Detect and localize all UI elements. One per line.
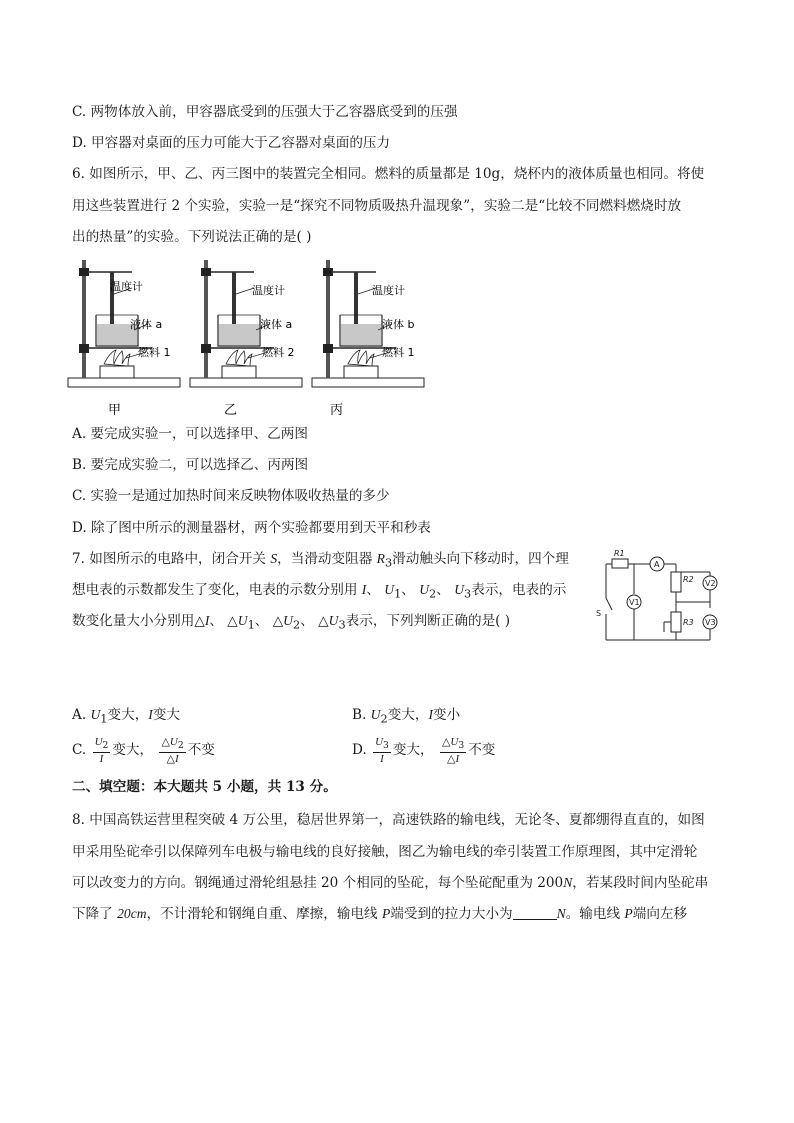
label-r1: R1	[614, 549, 625, 558]
q7-stem-line2: 想电表的示数都发生了变化，电表的示数分别用 I、 $U_1$、 $U_2$、 $U_3$表示，电表的示	[72, 582, 567, 601]
figure-bing	[312, 260, 424, 418]
label-ammeter: A	[654, 560, 660, 569]
label-r2: R2	[683, 575, 694, 584]
q8-stem-line2: 甲采用坠砣牵引以保障列车电极与输电线的良好接触，图乙为输电线的牵引装置工作原理图，其中定滑轮	[72, 844, 698, 860]
label-fuel: 燃料 1	[138, 346, 171, 359]
label-v3: V3	[705, 618, 716, 627]
q6-stem-line2: 用这些装置进行 2 个实验，实验一是“探究不同物质吸热升温现象”，实验二是“比较不同燃料燃烧时放	[72, 198, 682, 214]
q8-stem-line1: 8. 中国高铁运营里程突破 4 万公里，稳居世界第一，高速铁路的输电线，无论冬、夏都绷得直直的，如图	[72, 812, 705, 828]
figure-yi	[190, 260, 302, 418]
figure-caption: 乙	[224, 403, 238, 418]
q6-option-c: C. 实验一是通过加热时间来反映物体吸收热量的多少	[72, 488, 390, 504]
label-fuel: 燃料 1	[382, 346, 415, 359]
fraction-u2-over-i: $\frac{U_2}{I}$	[94, 736, 109, 766]
q7-option-b: B. $U_2$变大，I变小	[352, 707, 461, 726]
label-fuel: 燃料 2	[262, 346, 295, 359]
q6-option-d: D. 除了图中所示的测量器材，两个实验都要用到天平和秒表	[72, 520, 431, 536]
label-v1: V1	[629, 598, 640, 607]
fraction-du2-over-di: $\frac{\triangle U_2}{\triangle I}$	[161, 735, 184, 766]
q6-option-b: B. 要完成实验二，可以选择乙、丙两图	[72, 457, 309, 473]
label-v2: V2	[705, 579, 716, 588]
fraction-du3-over-di: $\frac{\triangle U_3}{\triangle I}$	[441, 735, 465, 766]
figure-jia	[68, 260, 180, 418]
q6-option-a: A. 要完成实验一，可以选择甲、乙两图	[72, 426, 308, 442]
q7-stem-line3: 数变化量大小分别用△I、 $\triangle U_1$、 $\triangle U_2$、 $\triangle U_3$表示，下列判断正确的是( )	[72, 613, 511, 632]
fraction-u3-over-i: $\frac{U_3}{I}$	[375, 736, 389, 766]
label-switch: S	[596, 609, 602, 618]
label-thermometer: 温度计	[372, 284, 405, 297]
figure-caption: 丙	[330, 403, 344, 418]
label-thermometer: 温度计	[252, 284, 285, 297]
answer-blank[interactable]	[513, 905, 557, 920]
label-r3: R3	[683, 618, 694, 627]
figure-caption: 甲	[108, 403, 122, 418]
q8-stem-line4: 下降了 20cm，不计滑轮和钢绳自重、摩擦，输电线 P端受到的拉力大小为 N。输电线 P端向左移	[72, 906, 688, 922]
q5-option-c: C. 两物体放入前，甲容器底受到的压强大于乙容器底受到的压强	[72, 104, 458, 120]
section-heading-fill-in: 二、填空题：本大题共 5 小题，共 13 分。	[72, 779, 337, 795]
q6-apparatus-figure	[66, 252, 446, 422]
label-liquid: 液体 a	[130, 318, 163, 331]
q8-stem-line3: 可以改变力的方向。钢绳通过滑轮组悬挂 20 个相同的坠砣，每个坠砣配重为 200N，若某段时间内坠砣串	[72, 875, 709, 891]
q7-option-a: A. $U_1$变大，I变大	[72, 707, 181, 726]
q7-circuit-diagram	[594, 548, 724, 648]
label-liquid: 液体 a	[260, 318, 293, 331]
q5-option-d: D. 甲容器对桌面的压力可能大于乙容器对桌面的压力	[72, 135, 391, 151]
label-liquid: 液体 b	[382, 318, 415, 331]
q7-option-c: C. $\frac{U_2}{I}$ 变大， $\frac{\triangle U_2}{\triangle I}$ 不变	[72, 735, 215, 766]
q6-stem-line1: 6. 如图所示，甲、乙、丙三图中的装置完全相同。燃料的质量都是 10g，烧杯内的液体质量也相同。将使	[72, 166, 705, 182]
q7-stem-line1: 7. 如图所示的电路中，闭合开关 S，当滑动变阻器 $R_3$滑动触头向下移动时，四个理	[72, 551, 569, 570]
q6-stem-line3: 出的热量”的实验。下列说法正确的是( )	[72, 229, 312, 245]
label-thermometer: 温度计	[110, 280, 143, 293]
q7-option-d: D. $\frac{U_3}{I}$ 变大， $\frac{\triangle U_3}{\triangle I}$ 不变	[352, 735, 496, 766]
